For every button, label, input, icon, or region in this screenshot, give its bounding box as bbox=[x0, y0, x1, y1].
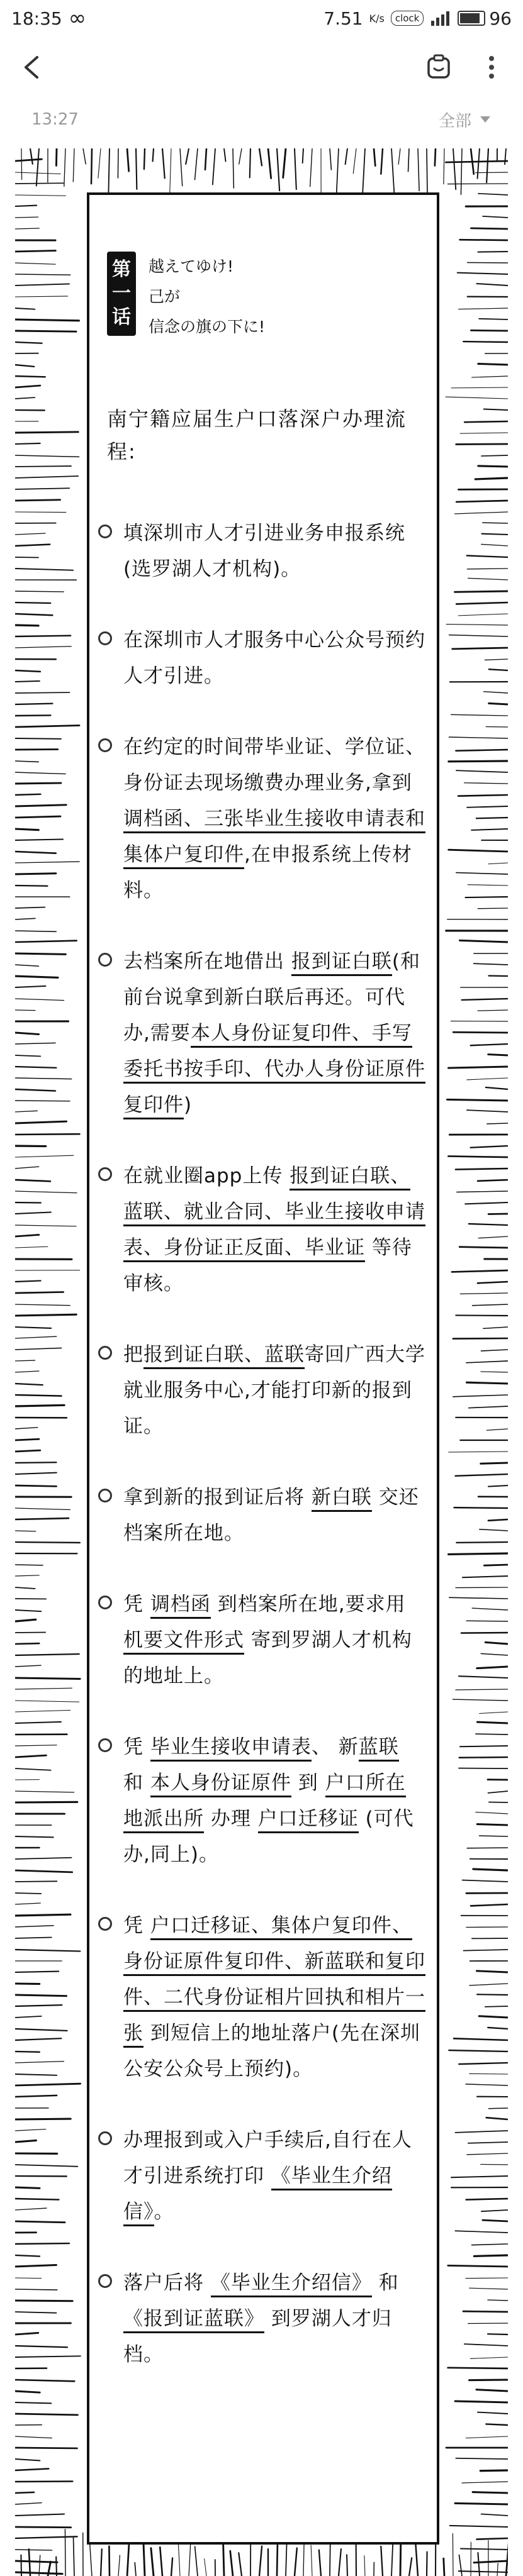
battery-fill bbox=[460, 13, 480, 23]
step-segment: 寄到罗湖人才机构的地址上。 bbox=[123, 1629, 412, 1687]
step-highlight: 报到证白联、蓝联 bbox=[143, 1343, 305, 1369]
step-segment: 到罗湖人才归档。 bbox=[123, 2307, 392, 2366]
step-segment: (和前台说拿到新白联后再还。可代办,需要 bbox=[123, 950, 420, 1045]
step-segment: (可代办,同上)。 bbox=[123, 1807, 414, 1866]
manga-panel bbox=[87, 192, 439, 2545]
step-highlight: 新白联 bbox=[312, 1486, 372, 1512]
step-segment: 在就业圈app上传 bbox=[123, 1165, 290, 1187]
bullet-circle-icon bbox=[98, 1738, 112, 1752]
step-segment: 到短信上的地址落户(先在深圳公安公众号上预约)。 bbox=[123, 2022, 420, 2080]
step-segment: 办理 bbox=[204, 1807, 258, 1830]
step-text bbox=[123, 1480, 425, 1552]
step-segment: 办理报到或入户手续后,自行在人才引进系统打印 bbox=[123, 2129, 412, 2187]
step-segment: 到档案所在地,要求用 bbox=[210, 1593, 406, 1616]
step-item bbox=[98, 1158, 425, 1302]
network-speed: 7.51 bbox=[323, 8, 363, 29]
step-item bbox=[98, 1908, 425, 2087]
infinity-icon: ∞ bbox=[68, 6, 87, 31]
chevron-left-icon bbox=[21, 55, 42, 80]
network-speed-unit: K/s bbox=[369, 12, 385, 25]
bullet-circle-icon bbox=[98, 525, 112, 538]
clipboard-button[interactable] bbox=[422, 51, 455, 84]
step-segment: 凭 bbox=[123, 1593, 150, 1616]
step-segment: 填深圳市人才引进业务申报系统(选罗湖人才机构)。 bbox=[123, 522, 405, 580]
step-item bbox=[98, 1480, 425, 1552]
step-item bbox=[98, 2265, 425, 2373]
step-item bbox=[98, 944, 425, 1123]
step-highlight: 本人身份证复印件、手写委托书按手印、代办人身份证原件复印件 bbox=[123, 1022, 425, 1119]
step-highlight: 毕业生接收申请表 bbox=[150, 1736, 312, 1762]
step-highlight: 户口所在地派出所 bbox=[123, 1772, 406, 1833]
clipboard-icon bbox=[425, 53, 453, 81]
chapter-line: 己が bbox=[149, 287, 181, 306]
step-item bbox=[98, 1337, 425, 1445]
status-right bbox=[323, 8, 512, 29]
battery-level: 96 bbox=[489, 8, 512, 29]
step-segment: 在约定的时间带毕业证、学位证、身份证去现场缴费办理业务,拿到 bbox=[123, 736, 425, 794]
battery bbox=[458, 8, 512, 29]
battery-icon bbox=[458, 11, 485, 26]
step-segment: 凭 bbox=[123, 1914, 150, 1937]
step-segment: 在深圳市人才服务中心公众号预约人才引进。 bbox=[123, 629, 425, 687]
status-time: 18:35 bbox=[11, 8, 62, 29]
more-vertical-icon bbox=[487, 53, 496, 81]
step-text bbox=[123, 2265, 425, 2373]
step-highlight: 调档函 bbox=[150, 1593, 211, 1619]
step-item bbox=[98, 1587, 425, 1694]
step-highlight: 户口迁移证 bbox=[258, 1807, 359, 1833]
step-segment: 和 bbox=[371, 2272, 399, 2294]
step-highlight: 调档函、三张毕业生接收申请表和集体户复印件 bbox=[123, 808, 425, 869]
clock-chip: clock bbox=[391, 11, 424, 26]
step-segment: 凭 bbox=[123, 1736, 150, 1758]
step-item bbox=[98, 2123, 425, 2230]
chapter-line: 信念の旗の下に! bbox=[149, 318, 266, 336]
step-highlight: 《毕业生介绍信》 bbox=[123, 2165, 392, 2226]
bullet-circle-icon bbox=[98, 1346, 112, 1360]
status-left bbox=[11, 6, 86, 31]
step-text bbox=[123, 1158, 425, 1302]
bullet-circle-icon bbox=[98, 1167, 112, 1181]
step-text bbox=[123, 516, 425, 587]
step-text bbox=[123, 623, 425, 694]
step-highlight: 报到证白联、蓝联、就业合同、毕业生接收申请表、身份证正反面、毕业证 bbox=[123, 1165, 425, 1262]
back-button[interactable] bbox=[15, 51, 48, 84]
chapter-line: 越えてゆけ! bbox=[149, 257, 234, 275]
bullet-circle-icon bbox=[98, 2131, 112, 2145]
content-title: 南宁籍应届生户口落深户办理流程: bbox=[107, 407, 407, 464]
step-segment: 把 bbox=[123, 1343, 143, 1366]
nav-actions bbox=[422, 51, 508, 84]
filter-label: 全部 bbox=[438, 111, 471, 131]
step-segment: 拿到新的报到证后将 bbox=[123, 1486, 312, 1509]
filter-dropdown[interactable] bbox=[439, 108, 492, 131]
step-segment: 等待审核。 bbox=[123, 1236, 412, 1295]
step-text bbox=[123, 944, 425, 1123]
nav-bar bbox=[0, 36, 523, 98]
step-highlight: 报到证白联 bbox=[291, 950, 392, 976]
step-highlight: 《报到证蓝联》 bbox=[123, 2307, 264, 2333]
step-highlight: 本人身份证原件 bbox=[150, 1772, 291, 1797]
caret-down-icon bbox=[479, 115, 492, 124]
step-item bbox=[98, 1729, 425, 1873]
step-item bbox=[98, 516, 425, 587]
meta-row bbox=[0, 101, 523, 138]
step-segment: ) bbox=[184, 1094, 193, 1116]
step-segment: 、 新 bbox=[311, 1736, 359, 1758]
bullet-circle-icon bbox=[98, 953, 112, 967]
step-text bbox=[123, 1587, 425, 1694]
step-text bbox=[123, 1337, 425, 1445]
chapter-lines bbox=[149, 252, 265, 337]
step-item bbox=[98, 730, 425, 909]
note-timestamp: 13:27 bbox=[31, 110, 79, 129]
chapter-header bbox=[107, 252, 265, 337]
status-bar bbox=[0, 0, 523, 36]
step-highlight: 机要文件形式 bbox=[123, 1629, 244, 1655]
bullet-circle-icon bbox=[98, 1917, 112, 1931]
more-button[interactable] bbox=[475, 51, 508, 84]
bullet-circle-icon bbox=[98, 1489, 112, 1502]
step-text bbox=[123, 1908, 425, 2087]
chapter-badge-text: 第一话 bbox=[112, 258, 131, 328]
step-segment: 。 bbox=[154, 2201, 174, 2223]
bullet-circle-icon bbox=[98, 631, 112, 645]
step-text bbox=[123, 1729, 425, 1873]
step-segment: ,在申报系统上传材料。 bbox=[123, 843, 412, 902]
step-segment: 寄回广西大学就业服务中心,才能打印新的报到证。 bbox=[123, 1343, 425, 1438]
step-segment: 和 bbox=[123, 1772, 150, 1794]
manga-image bbox=[15, 148, 508, 2576]
step-segment: 交还档案所在地。 bbox=[123, 1486, 419, 1545]
signal-icon bbox=[430, 11, 451, 26]
step-highlight: 《毕业生介绍信》 bbox=[211, 2272, 372, 2297]
chapter-badge bbox=[107, 252, 136, 336]
step-text bbox=[123, 730, 425, 909]
step-segment: 落户后将 bbox=[123, 2272, 211, 2294]
step-highlight: 户口迁移证、集体户复印件、身份证原件复印件、新蓝联和复印件、二代身份证相片回执和相片一张 bbox=[123, 1914, 425, 2048]
step-list bbox=[98, 516, 425, 2408]
bullet-circle-icon bbox=[98, 738, 112, 752]
step-text bbox=[123, 2123, 425, 2230]
step-segment: 去档案所在地借出 bbox=[123, 950, 291, 973]
step-item bbox=[98, 623, 425, 694]
bullet-circle-icon bbox=[98, 1596, 112, 1609]
bullet-circle-icon bbox=[98, 2274, 112, 2288]
step-highlight: 蓝联 bbox=[359, 1736, 399, 1762]
step-segment: 到 bbox=[291, 1772, 325, 1794]
